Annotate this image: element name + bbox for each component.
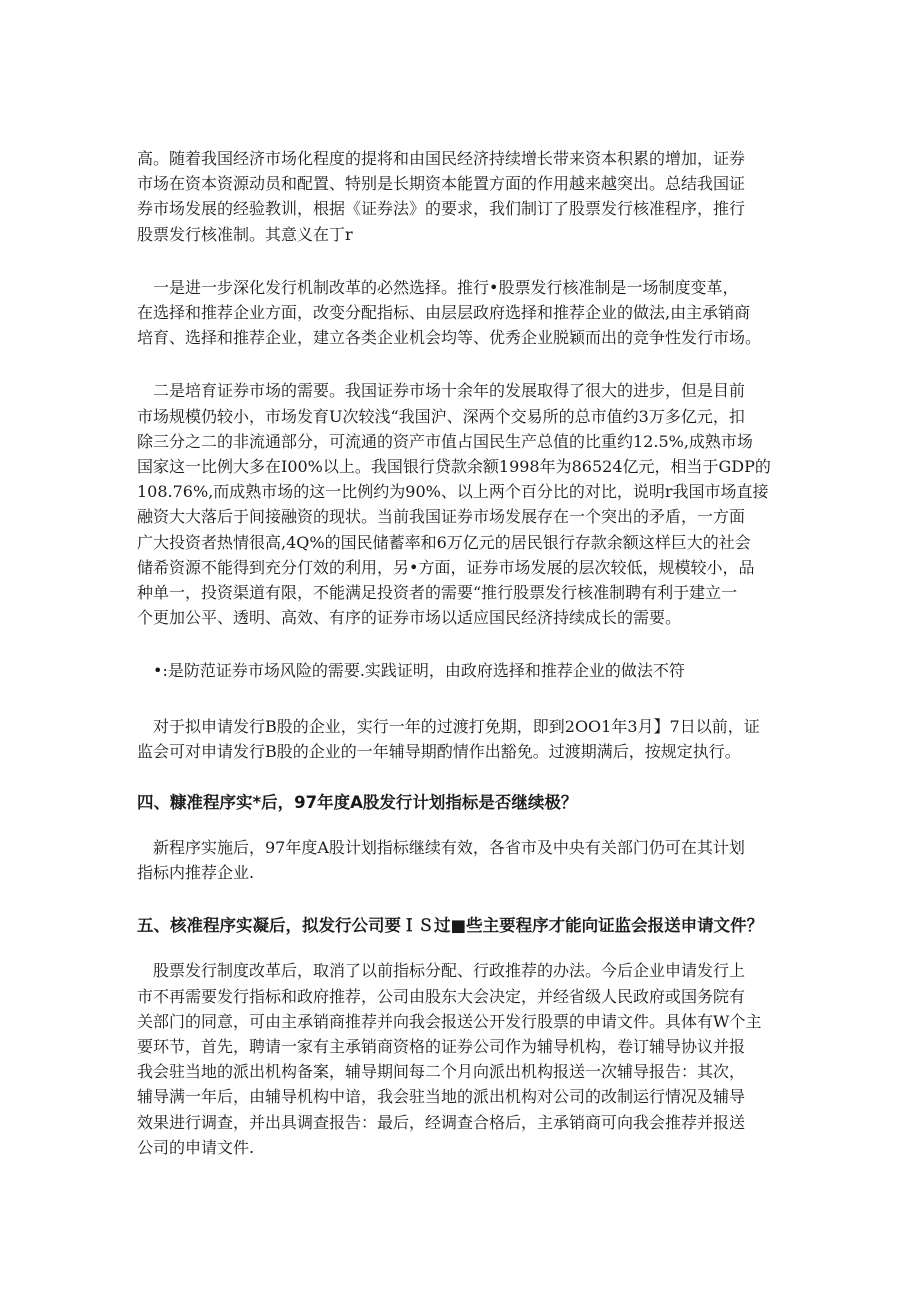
paragraph-point-two bbox=[137, 378, 797, 630]
text-line: 融资大大落后于间接融资的现状。当前我国证券市场发展存在一个突出的矛盾，一方面 bbox=[137, 507, 746, 527]
text-line: 市场在资本资源动员和配置、特别是长期资本能置方面的作用越来越突出。总结我国证 bbox=[137, 174, 746, 194]
text-line: 广大投资者热情很高,4Q%的国民储蓄率和6万亿元的居民银行存款余额这样巨大的社会 bbox=[137, 532, 751, 552]
text-line: 108.76%,而成熟市场的这一比例约为90%、以上两个百分比的对比，说明r我国市场直接 bbox=[137, 482, 769, 502]
text-line: 在选择和推荐企业方面，改变分配指标、由层层政府选择和推荐企业的做法,由主承销商 bbox=[137, 303, 751, 323]
text-line: 一是进一步深化发行机制改革的必然选择。推行•股票发行核准制是一场制度变革， bbox=[153, 277, 739, 297]
text-line: 种单一，投资渠道有限，不能满足投资者的需要“推行股票发行核准制聘有利于建立一 bbox=[137, 583, 738, 603]
text-line: 指标内推荐企业. bbox=[137, 863, 255, 883]
section-heading-four: 四、糠准程序实*后，97年度A股发行计划指标是否继续极？ bbox=[137, 793, 578, 813]
text-line: 监会可对申请发行B股的企业的一年辅导期酌情作出豁免。过渡期满后，按规定执行。 bbox=[137, 741, 741, 761]
text-line: 要环节，首先，聘请一家有主承销商资格的证券公司作为辅导机构，卷订辅导协议并报 bbox=[137, 1037, 746, 1057]
paragraph-section-four bbox=[137, 835, 797, 885]
document-page bbox=[137, 146, 797, 1160]
text-line: 关部门的同意，可由主承销商推荐并向我会报送公开发行股票的申请文件。具体有W个主 bbox=[137, 1011, 762, 1031]
paragraph-section-five bbox=[137, 958, 797, 1160]
text-line: 培育、选择和推荐企业，建立各类企业机会均等、优秀企业脱颖而出的竞争性发行市场。 bbox=[137, 328, 762, 348]
text-line: 国家这一比例大多在I00%以上。我国银行贷款余额1998年为86524亿元，相当于GDP的 bbox=[137, 457, 771, 477]
text-line: 储希资源不能得到充分仃效的利用，另•方面，证券市场发展的层次较低，规模较小，品 bbox=[137, 557, 755, 577]
text-line: 二是培育证券市场的需要。我国证券市场十余年的发展取得了很大的进步，但是目前 bbox=[153, 381, 746, 401]
text-line: 股票发行制度改革后，取消了以前指标分配、行政推荐的办法。今后企业申请发行上 bbox=[153, 961, 746, 981]
paragraph-point-one bbox=[137, 275, 797, 351]
text-line: 高。随着我国经济市场化程度的提将和由国民经济持续增长带来资本积累的增加，证券 bbox=[137, 149, 746, 168]
text-line: •:是防范证券市场风险的需要.实践证明，由政府选择和推荐企业的做法不符 bbox=[153, 661, 685, 681]
text-line: 除三分之二的非流通部分，可流通的资产市值占国民生产总值的比重约12.5%,成熟市场 bbox=[137, 431, 753, 451]
text-line: 个更加公平、透明、高效、有序的证券市场以适应国民经济持续成长的需要。 bbox=[137, 608, 682, 628]
text-line: 我会驻当地的派出机构备案，辅导期间每二个月向派出机构报送一次辅导报告：其次， bbox=[137, 1062, 746, 1082]
text-line: 辅导满一年后，由辅导机构中谙，我会驻当地的派出机构对公司的改制运行情况及辅导 bbox=[137, 1087, 746, 1107]
text-line: 效果进行调查，并出具调查报告：最后，经调查合格后，主承销商可向我会推荐并报送 bbox=[137, 1112, 746, 1132]
text-line: 公司的申请文件. bbox=[137, 1137, 255, 1157]
paragraph-b-share bbox=[137, 714, 797, 764]
text-line: 新程序实施后，97年度A股计划指标继续有效，各省市及中央有关部门仍可在其计划 bbox=[153, 838, 745, 858]
text-line: 市场规模仍较小，市场发育U次较浅“我国沪、深两个交易所的总市值约3万多亿元，扣 bbox=[137, 406, 745, 426]
text-line: 券市场发展的经验教训，根据《证券法》的要求，我们制订了股票发行核准程序，推行 bbox=[137, 199, 746, 219]
text-line: 对于拟申请发行B股的企业，实行一年的过渡打免期，即到2OO1年3月】7日以前，证 bbox=[153, 716, 760, 736]
text-line: 市不再需要发行指标和政府推荐，公司由股东大会决定，并经省级人民政府或国务院有 bbox=[137, 986, 746, 1006]
paragraph-intro bbox=[137, 146, 797, 247]
text-line: 股票发行核准制。其意义在丁r bbox=[137, 224, 353, 244]
paragraph-point-three bbox=[137, 658, 797, 683]
section-heading-five: 五、核准程序实凝后，拟发行公司要ＩＳ过■些主要程序才能向证监会报送申请文件？ bbox=[137, 916, 764, 936]
